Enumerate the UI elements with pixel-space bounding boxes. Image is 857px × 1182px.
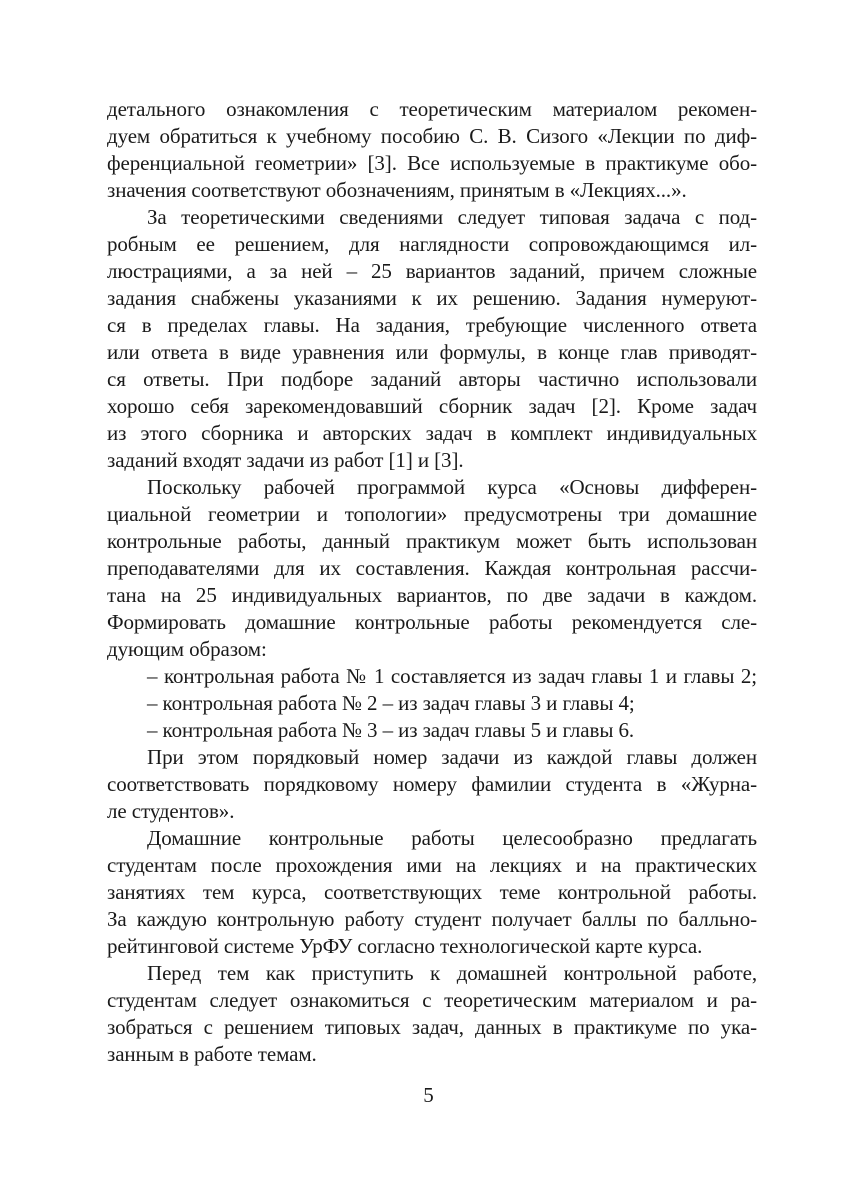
list-item-work-2 [107,690,757,717]
text-line: занным в работе темам. [107,1042,317,1066]
text-line: За теоретическими сведениями следует типовая задача с под- [147,205,757,229]
paragraph-continuation [107,96,757,204]
text-line: детального ознакомления с теоретическим материалом рекомен- [107,97,757,121]
text-line: дующим образом: [107,637,267,661]
text-line: дуем обратиться к учебному пособию С. В. Сизого «Лекции по диф- [107,124,757,148]
paragraph-tasks-description [107,204,757,474]
text-line: студентам после прохождения ими на лекциях и на практических [107,853,757,877]
text-line: ся ответы. При подборе заданий авторы частично использовали [107,367,757,391]
text-line: или ответа в виде уравнения или формулы, в конце глав приводят- [107,340,757,364]
text-line: ференциальной геометрии» [3]. Все используемые в практикуме обо- [107,151,757,175]
text-line: – контрольная работа № 3 – из задач главы 5 и главы 6. [147,718,635,742]
text-line: Поскольку рабочей программой курса «Основы дифферен- [147,475,757,499]
text-line: робным ее решением, для наглядности сопровождающимся ил- [107,232,757,256]
text-line: тана на 25 индивидуальных вариантов, по две задачи в каждом. [107,583,757,607]
text-line: задания снабжены указаниями к их решению. Задания нумеруют- [107,286,757,310]
text-line: Перед тем как приступить к домашней контрольной работе, [147,961,757,985]
text-line: хорошо себя зарекомендовавший сборник задач [2]. Кроме задач [107,394,757,418]
page-body [107,96,757,1068]
text-line: занятиях тем курса, соответствующих теме контрольной работы. [107,880,757,904]
text-line: зобраться с решением типовых задач, данных в практикуме по ука- [107,1015,757,1039]
text-line: – контрольная работа № 1 составляется из задач главы 1 и главы 2; [147,664,757,688]
text-line: Формировать домашние контрольные работы рекомендуется сле- [107,610,757,634]
paragraph-task-number [107,744,757,825]
text-line: из этого сборника и авторских задач в комплект индивидуальных [107,421,757,445]
text-line: преподавателями для их составления. Каждая контрольная рассчи- [107,556,757,580]
text-line: значения соответствуют обозначениям, принятым в «Лекциях...». [107,178,687,202]
text-line: ле студентов». [107,799,235,823]
page-number: 5 [423,1083,434,1107]
text-line: Домашние контрольные работы целесообразно предлагать [147,826,757,850]
text-line: контрольные работы, данный практикум может быть использован [107,529,757,553]
text-line: рейтинговой системе УрФУ согласно технологической карте курса. [107,934,703,958]
paragraph-homework-timing [107,825,757,960]
list-item-work-3 [107,717,757,744]
text-line: ся в пределах главы. На задания, требующие численного ответа [107,313,757,337]
paragraph-course-program [107,474,757,663]
text-line: циальной геометрии и топологии» предусмотрены три домашние [107,502,757,526]
text-line: При этом порядковый номер задачи из каждой главы должен [147,745,757,769]
paragraph-before-homework [107,960,757,1068]
text-line: заданий входят задачи из работ [1] и [3]. [107,448,464,472]
text-line: студентам следует ознакомиться с теоретическим материалом и ра- [107,988,757,1012]
text-line: За каждую контрольную работу студент получает баллы по балльно- [107,907,757,931]
list-item-work-1 [107,663,757,690]
text-line: соответствовать порядковому номеру фамилии студента в «Журна- [107,772,757,796]
text-line: – контрольная работа № 2 – из задач главы 3 и главы 4; [147,691,635,715]
text-line: люстрациями, а за ней – 25 вариантов заданий, причем сложные [107,259,757,283]
